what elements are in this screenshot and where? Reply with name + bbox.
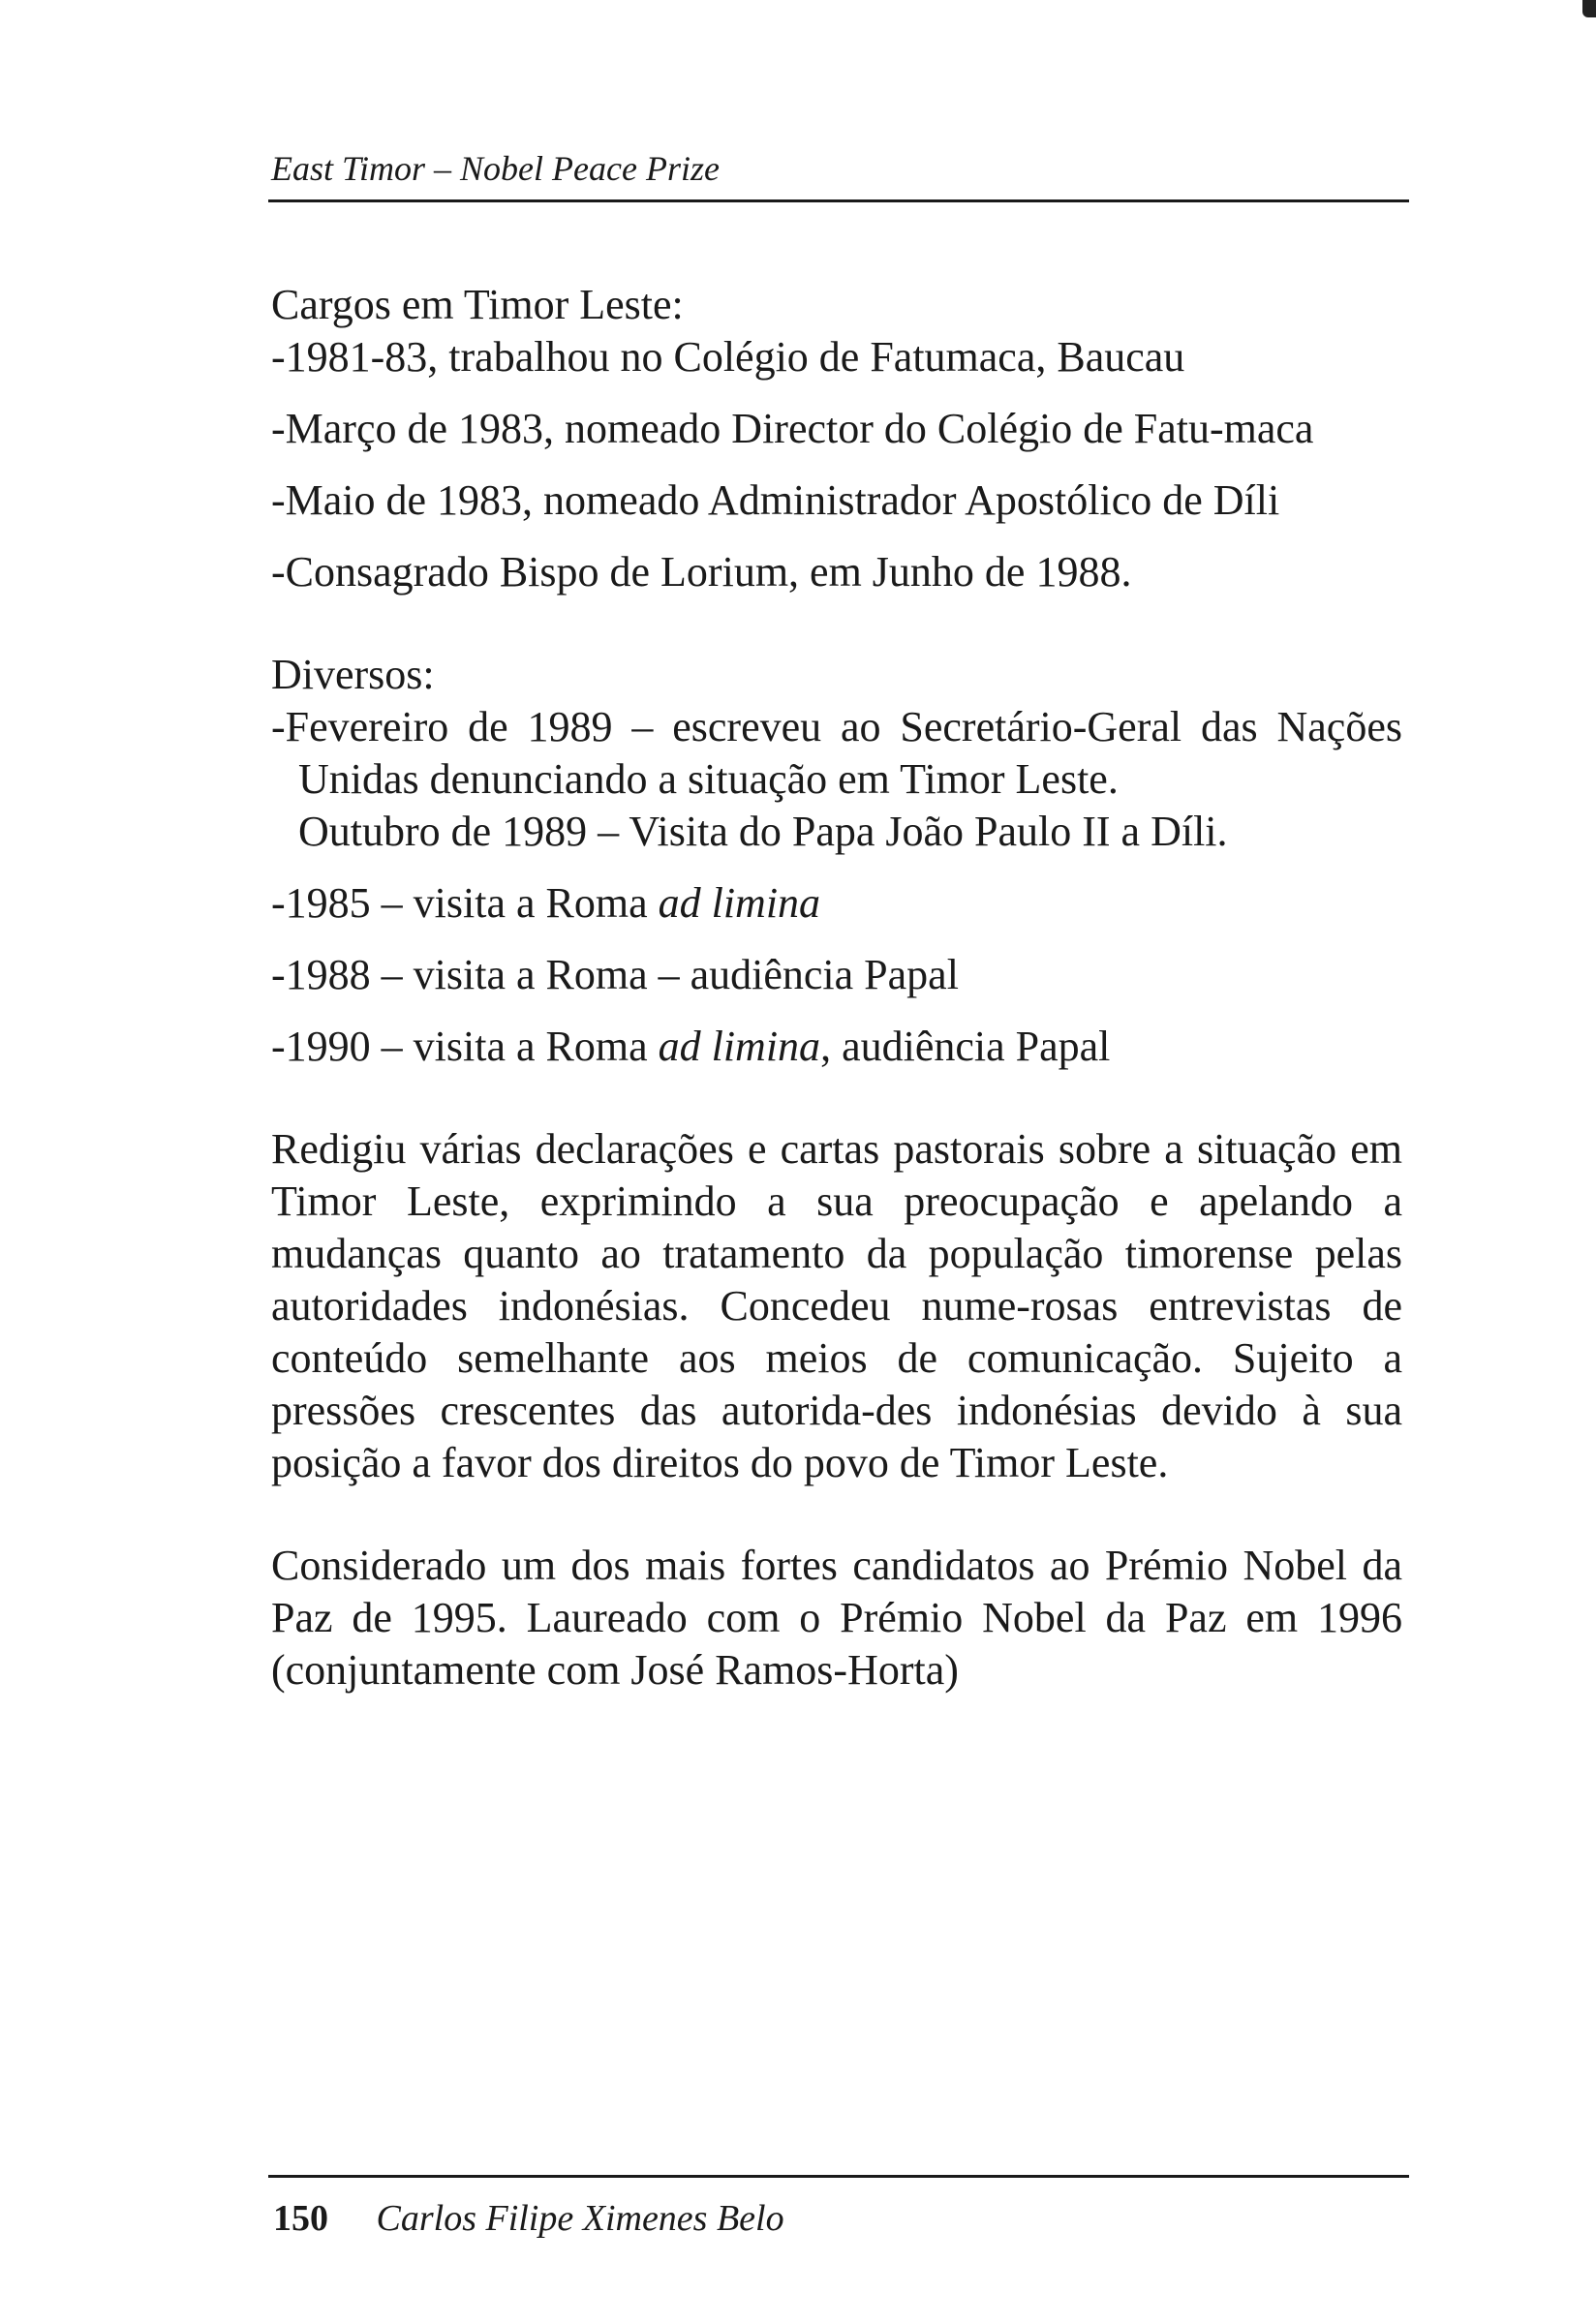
footer-rule	[268, 2175, 1409, 2178]
miscellaneous-item: -Fevereiro de 1989 – escreveu ao Secretário-Geral das Nações Unidas denunciando a situação em Timor Leste.	[271, 703, 1402, 803]
positions-item: -1981-83, trabalhou no Colégio de Fatumaca, Baucau	[271, 333, 1185, 381]
miscellaneous-item	[271, 877, 1402, 930]
positions-item: -Maio de 1983, nomeado Administrador Apostólico de Díli	[271, 476, 1280, 524]
item-text: -1985 – visita a Roma	[271, 879, 659, 927]
positions-item: -Março de 1983, nomeado Director do Colégio de Fatu-maca	[271, 405, 1314, 452]
body-text	[271, 279, 1402, 1697]
miscellaneous-item	[271, 1021, 1402, 1073]
positions-section	[271, 279, 1402, 598]
miscellaneous-section	[271, 649, 1402, 1073]
author-name: Carlos Filipe Ximenes Belo	[376, 2198, 784, 2239]
positions-item: -Consagrado Bispo de Lorium, em Junho de 1988.	[271, 548, 1132, 596]
item-text: -1990 – visita a Roma	[271, 1023, 659, 1070]
header-rule	[268, 199, 1409, 202]
latin-phrase: ad limina	[658, 1023, 821, 1070]
positions-title: Cargos em Timor Leste:	[271, 281, 684, 328]
page-footer	[273, 2194, 1404, 2243]
page-number: 150	[273, 2198, 328, 2239]
scan-corner-mark	[1582, 0, 1596, 17]
latin-phrase: ad limina	[658, 879, 821, 927]
miscellaneous-item-continuation: Outubro de 1989 – Visita do Papa João Paulo II a Díli.	[298, 808, 1228, 855]
item-text: , audiência Papal	[820, 1023, 1111, 1070]
paragraph-statements: Redigiu várias declarações e cartas pastorais sobre a situação em Timor Leste, exprimindo a sua preocupação e apelando a mudanças quanto ao tratamento da população timorense pelas autoridades indonésias. Concedeu nume-rosas entrevistas de conteúdo semelhante aos meios de comunicação. Sujeito a pressões crescentes das autorida-des indonésias devido à sua posição a favor dos direitos do povo de Timor Leste.	[271, 1125, 1402, 1486]
paragraph-nobel: Considerado um dos mais fortes candidatos ao Prémio Nobel da Paz de 1995. Laureado com o Prémio Nobel da Paz em 1996 (conjuntamente com José Ramos-Horta)	[271, 1542, 1402, 1694]
miscellaneous-title: Diversos:	[271, 651, 435, 698]
running-head: East Timor – Nobel Peace Prize	[271, 149, 720, 188]
miscellaneous-item: -1988 – visita a Roma – audiência Papal	[271, 951, 959, 998]
